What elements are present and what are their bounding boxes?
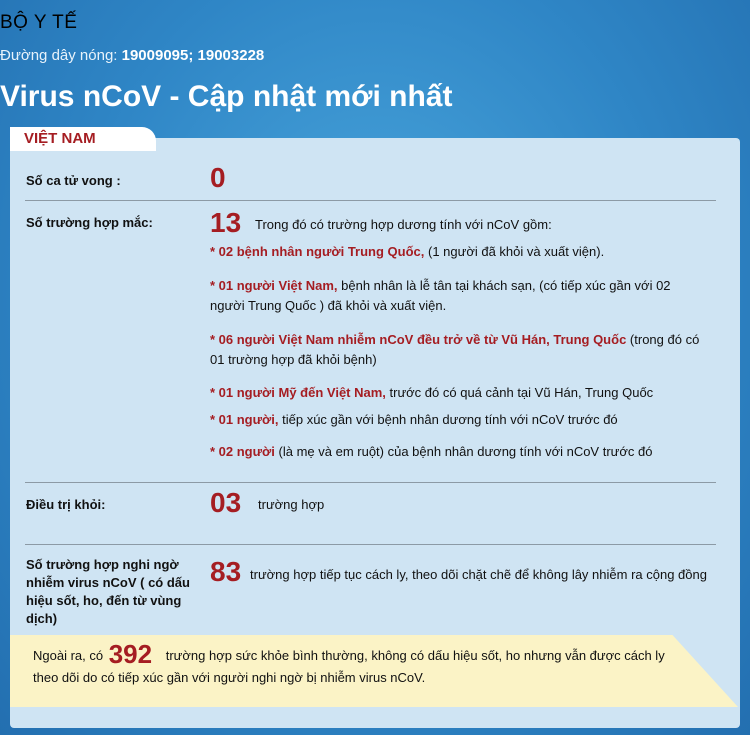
- case-item: [210, 330, 700, 370]
- case-item-highlight: * 01 người Mỹ đến Việt Nam,: [210, 385, 386, 400]
- hotline: [0, 47, 750, 64]
- case-item-highlight: * 02 bệnh nhân người Trung Quốc,: [210, 244, 425, 259]
- note-value: 392: [108, 639, 153, 669]
- recovered-unit: trường hợp: [258, 497, 325, 512]
- case-item: [210, 410, 700, 430]
- case-item-text: (1 người đã khỏi và xuất viện).: [424, 244, 605, 259]
- case-item-highlight: * 01 người,: [210, 412, 279, 427]
- case-item-text: (là mẹ và em ruột) của bệnh nhân dương tính với nCoV trước đó: [274, 444, 653, 459]
- cases-label: Số trường hợp mắc:: [26, 215, 153, 230]
- suspected-value: 83: [210, 556, 242, 587]
- deaths-value: 0: [210, 162, 226, 193]
- hotline-numbers: 19009095; 19003228: [121, 47, 265, 64]
- divider: [25, 544, 716, 545]
- suspected-text: trường hợp tiếp tục cách ly, theo dõi chặt chẽ để không lây nhiễm ra cộng đồng: [250, 567, 707, 582]
- case-item-highlight: * 06 người Việt Nam nhiễm nCoV đều trở về từ Vũ Hán, Trung Quốc: [210, 332, 627, 347]
- divider: [25, 200, 716, 201]
- recovered-label: Điều trị khỏi:: [26, 497, 106, 512]
- case-item-text: bệnh nhân là lễ tân tại khách sạn, (có tiếp xúc gần với 02 người Trung Quốc ) đã khỏi và xuất viện.: [210, 278, 671, 313]
- case-item: [210, 242, 700, 262]
- section-tab: VIỆT NAM: [10, 127, 156, 151]
- case-item-text: tiếp xúc gần với bệnh nhân dương tính với nCoV trước đó: [278, 412, 618, 427]
- ministry-name: BỘ Y TẾ: [0, 12, 78, 33]
- recovered-value: 03: [210, 487, 242, 518]
- note-prefix: Ngoài ra, có: [33, 648, 104, 663]
- deaths-label: Số ca tử vong :: [26, 173, 121, 188]
- case-item: [210, 442, 700, 462]
- suspected-label: Số trường hợp nghi ngờ nhiễm virus nCoV ( có dấu hiệu sốt, ho, đến từ vùng dịch): [26, 557, 190, 626]
- note-body: trường hợp sức khỏe bình thường, không có dấu hiệu sốt, ho nhưng vẫn được cách ly theo dõi do có tiếp xúc gần với người nghi ngờ bị nhiễm virus nCoV.: [33, 648, 665, 685]
- case-item-highlight: * 01 người Việt Nam,: [210, 278, 338, 293]
- cases-intro: Trong đó có trường hợp dương tính với nCoV gồm:: [255, 217, 552, 232]
- cases-value: 13: [210, 207, 242, 238]
- note-text: [33, 639, 673, 689]
- divider: [25, 482, 716, 483]
- hotline-label: Đường dây nóng:: [0, 47, 118, 64]
- case-item-highlight: * 02 người: [210, 444, 275, 459]
- case-item-text: (trong đó có 01 trường hợp đã khỏi bệnh): [210, 332, 700, 367]
- case-item-text: trước đó có quá cảnh tại Vũ Hán, Trung Quốc: [385, 385, 654, 400]
- case-item: [210, 276, 700, 316]
- case-item: [210, 383, 700, 403]
- page-title: Virus nCoV - Cập nhật mới nhất: [0, 80, 453, 113]
